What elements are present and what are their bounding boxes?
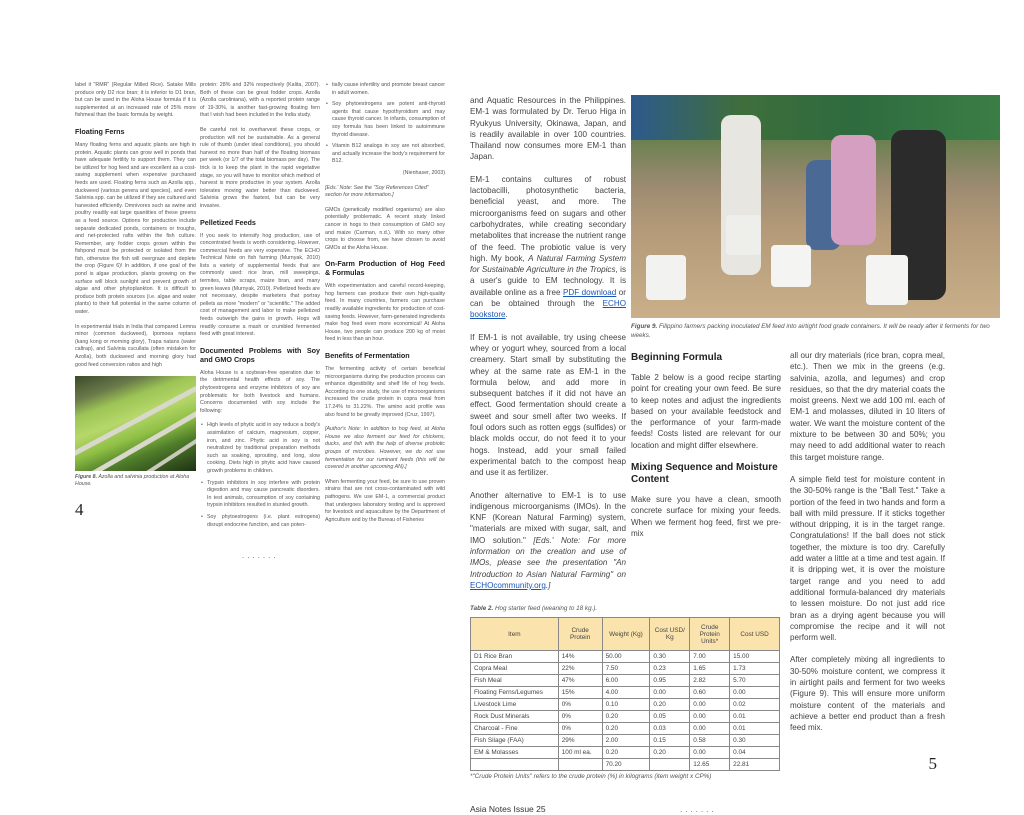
left-column-1 xyxy=(75,82,196,520)
paragraph: protein: 28% and 32% respectively (Kalita, 2007). Both of these can be great fodder crops. Azolla (Azolla caroliniana), with a reported protein range of 19-30%, is another fast-growing floating fern that I wish had been included in the India study. xyxy=(200,82,320,119)
table-cell: 0.05 xyxy=(650,711,690,723)
table-cell: 0.20 xyxy=(650,699,690,711)
table-cell: 0.01 xyxy=(730,723,780,735)
paragraph xyxy=(470,490,626,592)
figure-8-caption xyxy=(75,474,196,488)
paragraph xyxy=(470,174,626,321)
table-cell: 4.00 xyxy=(602,687,650,699)
table-cell: EM & Molasses xyxy=(471,747,559,759)
figure-8-image xyxy=(75,376,196,471)
table-cell: 0.10 xyxy=(602,699,650,711)
paragraph: When fermenting your feed, be sure to use proven strains that are not cross-contaminated with wild pathogens. We use EM-1, a commercial product that undergoes laboratory testing and is approved for livestock and aquaculture by the Department of Agriculture and by the Bureau of Fisheries xyxy=(325,478,445,523)
column-header: Crude Protein Units* xyxy=(690,618,730,651)
table-cell: 0.30 xyxy=(650,651,690,663)
table-row xyxy=(471,747,780,759)
table-cell: 2.82 xyxy=(690,675,730,687)
list-item: • Vitamin B12 analogs in soy are not absorbed, and actually increase the body's requirement for B12. xyxy=(325,143,445,166)
right-column-2 xyxy=(631,95,781,550)
table-row xyxy=(471,723,780,735)
table-cell: Charcoal - Fine xyxy=(471,723,559,735)
paragraph: and Aquatic Resources in the Philippines. EM-1 was formulated by Dr. Teruo Higa in Ryukyus University, Okinawa, Japan, and is readily available in over 100 countries. Thailand now consumes more EM-1 than Japan. xyxy=(470,96,626,162)
table-cell: 0.01 xyxy=(730,711,780,723)
table-cell: 47% xyxy=(558,675,602,687)
table-cell: 0% xyxy=(558,723,602,735)
table-cell: 0.00 xyxy=(730,687,780,699)
right-column-3 xyxy=(790,350,945,774)
footer-dots-right: ....... xyxy=(680,805,717,815)
table-cell: 0.20 xyxy=(602,747,650,759)
hog-starter-feed-table xyxy=(470,617,780,771)
table-cell: 70.20 xyxy=(602,759,650,771)
table-cell: 15% xyxy=(558,687,602,699)
soy-concerns-list xyxy=(200,422,320,529)
table-cell: 0% xyxy=(558,699,602,711)
paragraph: If you seek to intensify hog production, use of concentrated feeds is worth considering. However, commercial feeds are very expensive. The ECHO Technical Note on fish farming (Murnyak, 2010) lists a variety of supplemental feeds that are commonly used: rice bran, mill sweepings, termites, table scraps, maize bran, and many green leaves (Murnyak, 2010). Pelletized feeds are not necessary, despite marketers that portray pellets as more "modern" or "scientific." The added cost of management and labor to make pelletized feeds outweigh the gains in growth. Hogs will readily consume a mash or crumbled fermented feed with great interest. xyxy=(200,232,320,338)
paragraph: Make sure you have a clean, smooth concrete surface for mixing your feeds. When we ferment hog feed, first we pre-mix xyxy=(631,495,781,538)
paragraph: In experimental trials in India that compared Lemna minor (common duckweed), Ipomoea reptans (kang kong or morning glory), Trapa natans (water caltrap), and Salvinia cucullata (often mistaken for Azolla), both duckweed and morning glory had good feed conversion ratios and high xyxy=(75,323,196,368)
footer-dots-left: ....... xyxy=(242,551,279,561)
table-cell: 12.65 xyxy=(690,759,730,771)
footer-row xyxy=(470,803,781,815)
heading-mixing-sequence: Mixing Sequence and Moisture Content xyxy=(631,462,778,486)
table-row xyxy=(471,699,780,711)
heading-floating-ferns: Floating Ferns xyxy=(75,126,125,136)
right-column-1 xyxy=(470,95,626,602)
page-number-right: 5 xyxy=(928,753,937,773)
table-cell: 22.81 xyxy=(730,759,780,771)
text: , is a user's guide to EM technology. It is available online as a free xyxy=(470,265,627,297)
table-cell: 5.70 xyxy=(730,675,780,687)
list-item: • Trypsin inhibitors in soy interfere with protein digestion and may cause pancreatic disorders. In test animals, consumption of soy containing trypsin inhibitors resulted in stunted growth. xyxy=(200,480,320,510)
text: Another alternative to EM-1 is to use indigenous microorganisms (IMOs). In the KNF (Korean Natural Farming) system, "materials are mixed with sugar, salt, and IMO solution." xyxy=(470,490,626,545)
table-cell: 0.04 xyxy=(730,747,780,759)
table-row xyxy=(471,675,780,687)
table-row xyxy=(471,663,780,675)
authors-note: [Author's Note: In addition to hog feed, at Aloha House we also ferment our feed for chickens, ducks, and fish with the help of diverse probiotic groups of microbes. However, we do not use fermentation for our ruminant feeds (this will be covered in another upcoming AN).] xyxy=(325,426,445,471)
heading-benefits-fermentation: Benefits of Fermentation xyxy=(325,351,410,361)
text: or can be obtained through the xyxy=(470,287,626,309)
table-cell: 7.50 xyxy=(602,663,650,675)
caption-text: Filippino farmers packing inoculated EM feed into airtight food grade containers. It will be ready after it ferments for two weeks. xyxy=(631,323,990,339)
heading-on-farm-production: On-Farm Production of Hog Feed & Formulas xyxy=(325,259,445,278)
left-column-3 xyxy=(325,82,445,531)
page-number-left: 4 xyxy=(75,500,84,520)
table-cell: 7.00 xyxy=(690,651,730,663)
table-row xyxy=(471,735,780,747)
echo-bookstore-link[interactable]: ECHO bookstore xyxy=(470,299,626,320)
table-label: Table 2. xyxy=(470,605,494,613)
list-item: • tially cause infertility and promote breast cancer in adult women. xyxy=(325,82,445,97)
table-cell xyxy=(471,759,559,771)
figure-label: Figure 9. xyxy=(631,323,658,330)
column-header: Cost USD/ Kg xyxy=(650,618,690,651)
paragraph: Aloha House is a soybean-free operation due to the detrimental health effects of soy. The phytoestrogens and enzyme inhibitors of soy are problematic for both livestock and humans. Concerns documented with soy include the following: xyxy=(200,369,320,414)
editors-note: [Eds.' Note: For more information on the creation and use of IMOs, please see the presentation "An Introduction to Asian Natural Farming" on xyxy=(470,535,626,579)
table-cell: 1.73 xyxy=(730,663,780,675)
column-header: Weight (Kg) xyxy=(602,618,650,651)
right-columns-row xyxy=(470,95,781,602)
table-2 xyxy=(470,604,780,781)
table-cell: 22% xyxy=(558,663,602,675)
table-cell xyxy=(558,759,602,771)
table-cell: Copra Meal xyxy=(471,663,559,675)
paragraph: After completely mixing all ingredients to 30-50% moisture content, we compress it in airtight pails and ferment for two weeks (Figure 9). This will ensure more uniform moisture content of the materials and achieve a better end product than a fresh feed mix. xyxy=(790,655,945,733)
table-cell: 0.30 xyxy=(730,735,780,747)
paragraph: GMOs (genetically modified organisms) are also potentially problematic. A recent study linked cancer in hogs to their consumption of GMO soy and maize (Carman, n.d.). With so many other crops to choose from, we have chosen to avoid GMOs at the Aloha House. xyxy=(325,206,445,251)
column-header: Crude Protein xyxy=(558,618,602,651)
table-cell: 0.00 xyxy=(690,723,730,735)
paragraph: The fermenting activity of certain beneficial microorganisms during the production process can enhance digestibility and shelf life of hog feeds. According to one study, the use of microorganisms increased the crude protein in copra meal from 17.24% to 31.22%. The amino acid profile was also found to be greatly improved (Cruz, 1997). xyxy=(325,366,445,418)
table-cell: 0.00 xyxy=(690,747,730,759)
table-cell: Fish Silage (FAA) xyxy=(471,735,559,747)
table-cell: 0.23 xyxy=(650,663,690,675)
table-cell: 2.00 xyxy=(602,735,650,747)
table-cell: 0.02 xyxy=(730,699,780,711)
paragraph: With experimentation and careful record-keeping, hog farmers can produce their own high-quality feed. In many countries, farmers can purchase readily available ingredients for production of cost-saving feeds. However, farm-generated ingredients make hog feed even more economical! At Aloha House, two people can produce 200 kg of moist feed in less than an hour. xyxy=(325,283,445,343)
editors-note: [Eds.' Note: See the "Soy References Cited" section for more information.] xyxy=(325,184,429,199)
table-cell: Floating Ferns/Legumes xyxy=(471,687,559,699)
text: . xyxy=(505,310,508,320)
paragraph: If EM-1 is not available, try using cheese whey or yogurt whey, sourced from a local creamery. Start small by substituting the whey at the same rate as EM-1 in the formula below, and add more in subsequent batches if it did not have an effect. Good fermentation should create a sweet and sour smell after two weeks. If foul odors such as rotten eggs (sulfides) or black molds occur, do not feed it to your hogs. Instead, add your small failed experimental batch to the compost heap and use it as fertilizer. xyxy=(470,332,626,478)
table-cell: 0.20 xyxy=(650,747,690,759)
soy-concerns-list-cont xyxy=(325,82,445,166)
table-cell: 15.00 xyxy=(730,651,780,663)
list-item: • Soy phytoestrogens are potent anti-thyroid agents that cause hypothyroidism and may cause thyroid cancer. In infants, consumption of soy formula has been linked to autoimmune thyroid disease. xyxy=(325,101,445,139)
table-cell: 0.60 xyxy=(690,687,730,699)
citation: (Nienhaser, 2003) xyxy=(402,169,445,176)
table-cell: D1 Rice Bran xyxy=(471,651,559,663)
caption-text: Azolla and salvinia production at Aloha House. xyxy=(75,474,190,488)
column-header: Cost USD xyxy=(730,618,780,651)
table-row xyxy=(471,651,780,663)
table-caption xyxy=(470,604,780,613)
list-item: • Soy phytoestrogens (i.e. plant estrogens) disrupt endocrine function, and can poten- xyxy=(200,514,320,529)
list-item: • High levels of phytic acid in soy reduce a body's assimilation of calcium, magnesium, copper, iron, and zinc. Phytic acid in soy is not neutralized by traditional preparation methods such as soaking, sprouting, and long, slow cooking. Diets high in phytic acid have caused growth problems in children. xyxy=(200,422,320,475)
table-cell: 0.95 xyxy=(650,675,690,687)
table-cell: 0.00 xyxy=(650,687,690,699)
paragraph: Table 2 below is a good recipe starting point for creating your own feed. Be sure to keep notes and adjust the ingredients based on your available feedstock and the performance of your farm-made feeds! Costs listed are relevant for our location and might differ elsewhere. xyxy=(631,373,781,450)
table-cell: 50.00 xyxy=(602,651,650,663)
table-header-row xyxy=(471,618,780,651)
table-cell: 0.03 xyxy=(650,723,690,735)
table-cell: 1.65 xyxy=(690,663,730,675)
table-cell: 0.20 xyxy=(602,723,650,735)
paragraph: all our dry materials (rice bran, copra meal, etc.). Then we mix in the greens (e.g. salvinia, azolla, and legumes) and crop residues, so that the dry material coats the moist greens. Next we add 100 ml. each of EM-1 and molasses, diluted in 10 liters of water. We want the moisture content of the mixture to be between 30 and 50%; you may need to add additional water to reach this target moisture range. xyxy=(790,351,945,462)
table-cell: 0.20 xyxy=(602,711,650,723)
table-cell: 0% xyxy=(558,711,602,723)
table-cell: Rock Dust Minerals xyxy=(471,711,559,723)
table-cell: 0.00 xyxy=(690,711,730,723)
table-cell: 0.58 xyxy=(690,735,730,747)
table-cell: 29% xyxy=(558,735,602,747)
text: .] xyxy=(545,580,551,590)
table-cell: 6.00 xyxy=(602,675,650,687)
figure-label: Figure 8. xyxy=(75,474,98,481)
paragraph: label it "RMR" (Regular Milled Rice). Satake Mills produce only D2 rice bran; it is inferior to D1 bran, but can be used in the Aloha House formula if it is supplemented at an increased rate of 25% more fishmeal than the basic formula by weight. xyxy=(75,82,196,119)
table-cell: 0.15 xyxy=(650,735,690,747)
table-row xyxy=(471,711,780,723)
table-footnote: *"Crude Protein Units" refers to the crude protein (%) in kilograms (item weight x CP%) xyxy=(470,773,712,781)
table-row xyxy=(471,759,780,771)
left-column-2 xyxy=(200,82,320,561)
pdf-download-link[interactable]: PDF download xyxy=(562,287,617,297)
table-cell: 0.00 xyxy=(690,699,730,711)
table-cell xyxy=(650,759,690,771)
paragraph: Be careful not to overharvest these crops, or production will not be sustainable. As a general rule of thumb (under ideal conditions), you should harvest no more than half of the floating biomass per week (or 1/7 of the total biomass per day). The trick is to keep the plant in the rapid vegetative stage, so you will have to monitor which method of harvest is more productive in your system. Azolla tolerates moving water better than duckweed. Salvinia grows the fastest, but can be very invasive. xyxy=(200,126,320,209)
paragraph: A simple field test for moisture content in the 30-50% range is the "Ball Test." Take a portion of the feed in two hands and form a ball with mild pressure. If it sticks together without dripping, it is in the target range. Congratulations! If the ball does not stick together, the mixture is too dry. Carefully add water a little at a time and test again. If it is dripping wet, it is over the moisture target range and you need to add additional formula-balanced dry materials to lessen moisture. Do not just add rice bran as a drying agent because you will compromise the recipe and it will not perform well. xyxy=(790,474,945,643)
echocommunity-link[interactable]: ECHOcommunity.org xyxy=(470,580,546,590)
column-header: Item xyxy=(471,618,559,651)
book-title: A Natural Farming System for Sustainable Agriculture in the Tropics xyxy=(470,253,626,275)
heading-soy-problems: Documented Problems with Soy and GMO Crops xyxy=(200,345,320,364)
table-cell: 100 ml ea. xyxy=(558,747,602,759)
footer-issue: Asia Notes Issue 25 xyxy=(470,804,546,815)
table-row xyxy=(471,687,780,699)
table-cell: 14% xyxy=(558,651,602,663)
heading-beginning-formula: Beginning Formula xyxy=(631,352,723,363)
table-title: Hog starter feed (weaning to 18 kg.). xyxy=(494,605,598,613)
text: EM-1 contains cultures of robust lactobacilli, photosynthetic bacteria, beneficial yeast, and more. The microorganisms feed on sugars and other carbohydrates, while creating secondary metabolites that increase the nutrient range of the feed. The probiotic value is very high. My book, xyxy=(470,174,626,263)
table-cell: Fish Meal xyxy=(471,675,559,687)
heading-pelletized-feeds: Pelletized Feeds xyxy=(200,217,256,227)
table-cell: Livestock Lime xyxy=(471,699,559,711)
paragraph: Many floating ferns and aquatic plants are high in protein. Aquatic plants can grow well in ponds that have adequate fertility to support them. They can be utilized for hog feed and are excellent as a cost-saving supplement when expensive purchased feeds are used. Floating ferns such as Azolla spp., duckweed (various genera and species), and even Salvinia spp. can be utilized if they are cultured and harvested efficiently. Omnivores such as swine and poultry readily eat large quantities of these greens as a feed source. Options for production include separate dedicated ponds, containers or troughs, and net-protected rafts within the fish culture. Remember, any fodder crops grown within the fishpond must be protected or isolated from the fish, otherwise the fish will overgraze and deplete the crop (Figure 6)! In addition, if one goal of the pond is algae production, plants growing on the surface will block sunlight and prevent growth of algae and other phytoplankton. It is difficult to produce both protein sources (i.e. algae and water plants) to their full potential in the same column of water. xyxy=(75,141,196,316)
right-page-flow xyxy=(470,95,781,815)
